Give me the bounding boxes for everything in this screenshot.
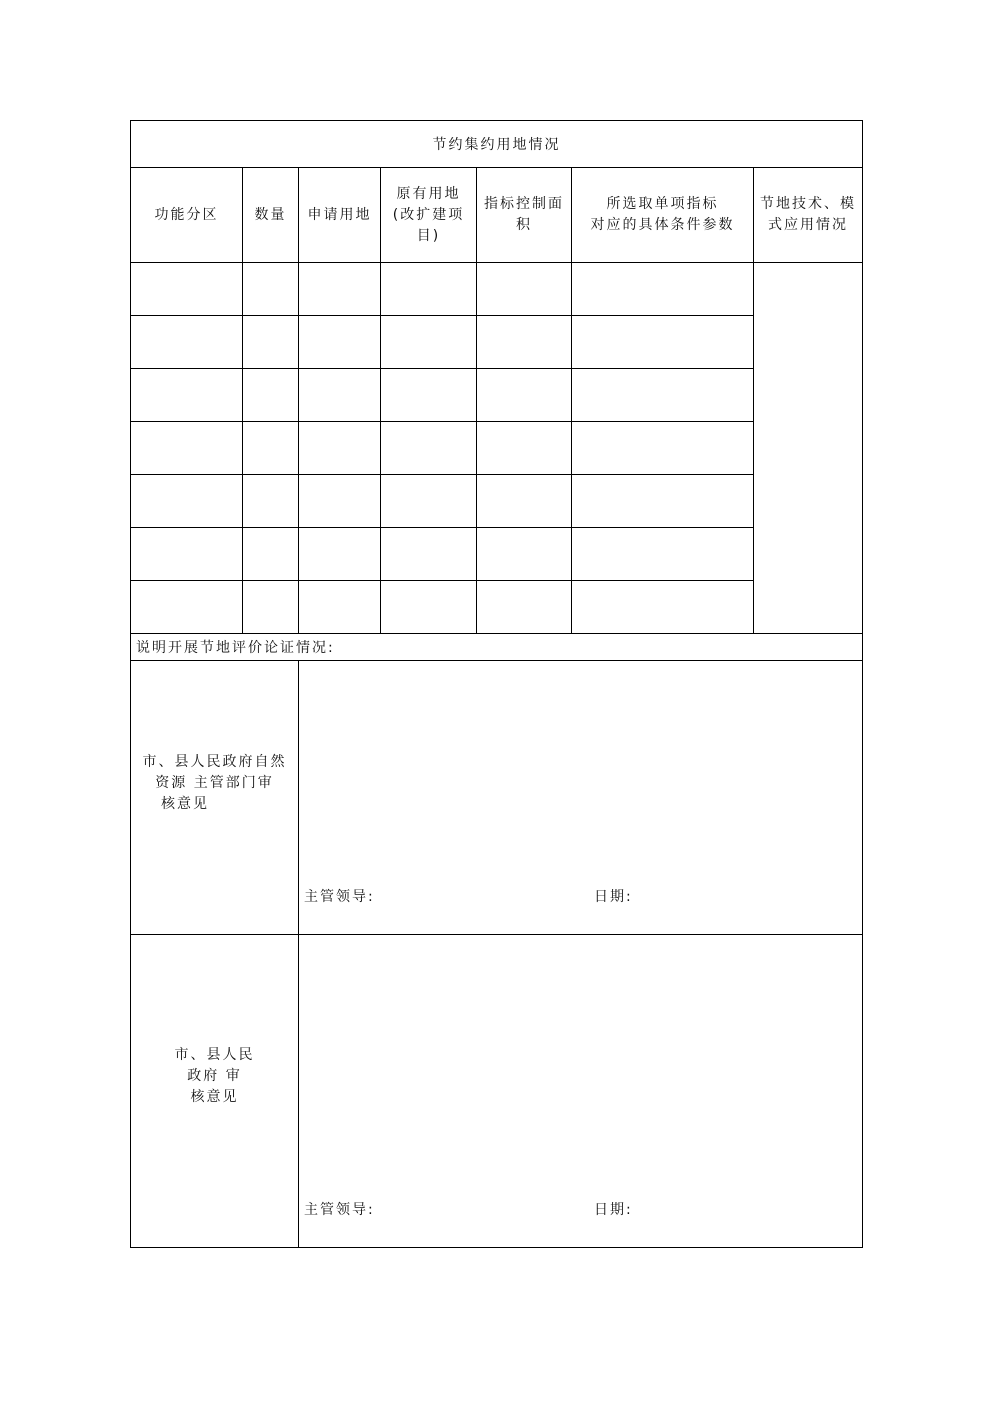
table-cell[interactable]	[131, 528, 243, 581]
table-cell[interactable]	[131, 422, 243, 475]
table-row	[131, 528, 863, 581]
table-row	[131, 369, 863, 422]
header-existing-land-line1: 原有用地	[396, 185, 461, 202]
review-label-line1: 市、县人民政府自然	[142, 754, 287, 770]
header-requested-land: 申请用地	[299, 168, 381, 263]
header-land-saving-tech-line1: 节地技术、模	[760, 196, 857, 212]
table-cell[interactable]	[477, 528, 572, 581]
table-cell[interactable]	[243, 369, 299, 422]
table-cell[interactable]	[381, 369, 477, 422]
table-cell[interactable]	[477, 475, 572, 528]
review-label-government	[131, 935, 299, 1248]
table-cell[interactable]	[299, 422, 381, 475]
review-label-line3: 核意见	[190, 1088, 239, 1105]
review-row-government	[131, 935, 863, 1248]
table-cell[interactable]	[572, 316, 754, 369]
table-cell[interactable]	[381, 528, 477, 581]
land-saving-tech-cell[interactable]	[754, 263, 863, 634]
table-cell[interactable]	[243, 475, 299, 528]
table-cell[interactable]	[131, 475, 243, 528]
table-cell[interactable]	[381, 422, 477, 475]
table-cell[interactable]	[243, 581, 299, 634]
table-row	[131, 422, 863, 475]
table-cell[interactable]	[299, 263, 381, 316]
review-label-natural-resources	[131, 661, 299, 935]
table-cell[interactable]	[477, 581, 572, 634]
header-land-saving-tech-line2: 式应用情况	[768, 217, 849, 233]
table-cell[interactable]	[477, 263, 572, 316]
review-label-line3: 核意见	[161, 796, 209, 812]
review-label-line2: 资源 主管部门审	[155, 775, 274, 791]
table-cell[interactable]	[477, 369, 572, 422]
table-cell[interactable]	[243, 528, 299, 581]
date-label: 日期:	[594, 1202, 633, 1218]
review-label-line1: 市、县人民	[174, 1046, 255, 1063]
table-cell[interactable]	[477, 316, 572, 369]
header-index-control-area-line2: 积	[516, 217, 532, 233]
table-cell[interactable]	[572, 422, 754, 475]
table-cell[interactable]	[299, 475, 381, 528]
table-cell[interactable]	[243, 316, 299, 369]
header-functional-zone: 功能分区	[131, 168, 243, 263]
form-title: 节约集约用地情况	[131, 121, 863, 168]
table-row	[131, 263, 863, 316]
table-cell[interactable]	[381, 316, 477, 369]
table-cell[interactable]	[299, 528, 381, 581]
header-condition-params	[572, 168, 754, 263]
table-cell[interactable]	[381, 475, 477, 528]
table-cell[interactable]	[572, 369, 754, 422]
leader-signature-label: 主管领导:	[304, 889, 375, 905]
header-quantity: 数量	[243, 168, 299, 263]
table-row	[131, 581, 863, 634]
evaluation-note[interactable]: 说明开展节地评价论证情况:	[131, 634, 863, 661]
table-row	[131, 316, 863, 369]
header-condition-params-line1: 所选取单项指标	[606, 196, 719, 212]
table-cell[interactable]	[572, 581, 754, 634]
table-cell[interactable]	[299, 369, 381, 422]
table-cell[interactable]	[131, 316, 243, 369]
table-cell[interactable]	[131, 581, 243, 634]
table-cell[interactable]	[131, 369, 243, 422]
header-land-saving-tech	[754, 168, 863, 263]
review-label-line2: 政府 审	[187, 1067, 242, 1084]
header-existing-land-line2: (改扩建项	[392, 206, 465, 223]
land-use-form-table	[130, 120, 863, 1248]
table-cell[interactable]	[299, 581, 381, 634]
table-cell[interactable]	[381, 581, 477, 634]
table-cell[interactable]	[572, 475, 754, 528]
header-existing-land-line3: 目)	[416, 227, 441, 244]
date-label: 日期:	[594, 889, 633, 905]
table-cell[interactable]	[477, 422, 572, 475]
header-condition-params-line2: 对应的具体条件参数	[590, 217, 735, 233]
review-row-natural-resources	[131, 661, 863, 935]
table-cell[interactable]	[243, 263, 299, 316]
table-cell[interactable]	[572, 263, 754, 316]
header-index-control-area-line1: 指标控制面	[484, 196, 564, 212]
header-index-control-area	[477, 168, 572, 263]
leader-signature-label: 主管领导:	[304, 1202, 375, 1218]
table-cell[interactable]	[381, 263, 477, 316]
header-existing-land	[381, 168, 477, 263]
table-cell[interactable]	[131, 263, 243, 316]
header-row	[131, 168, 863, 263]
table-row	[131, 475, 863, 528]
table-cell[interactable]	[299, 316, 381, 369]
table-cell[interactable]	[243, 422, 299, 475]
table-cell[interactable]	[572, 528, 754, 581]
review-opinion-government[interactable]	[299, 935, 863, 1248]
review-opinion-natural-resources[interactable]	[299, 661, 863, 935]
